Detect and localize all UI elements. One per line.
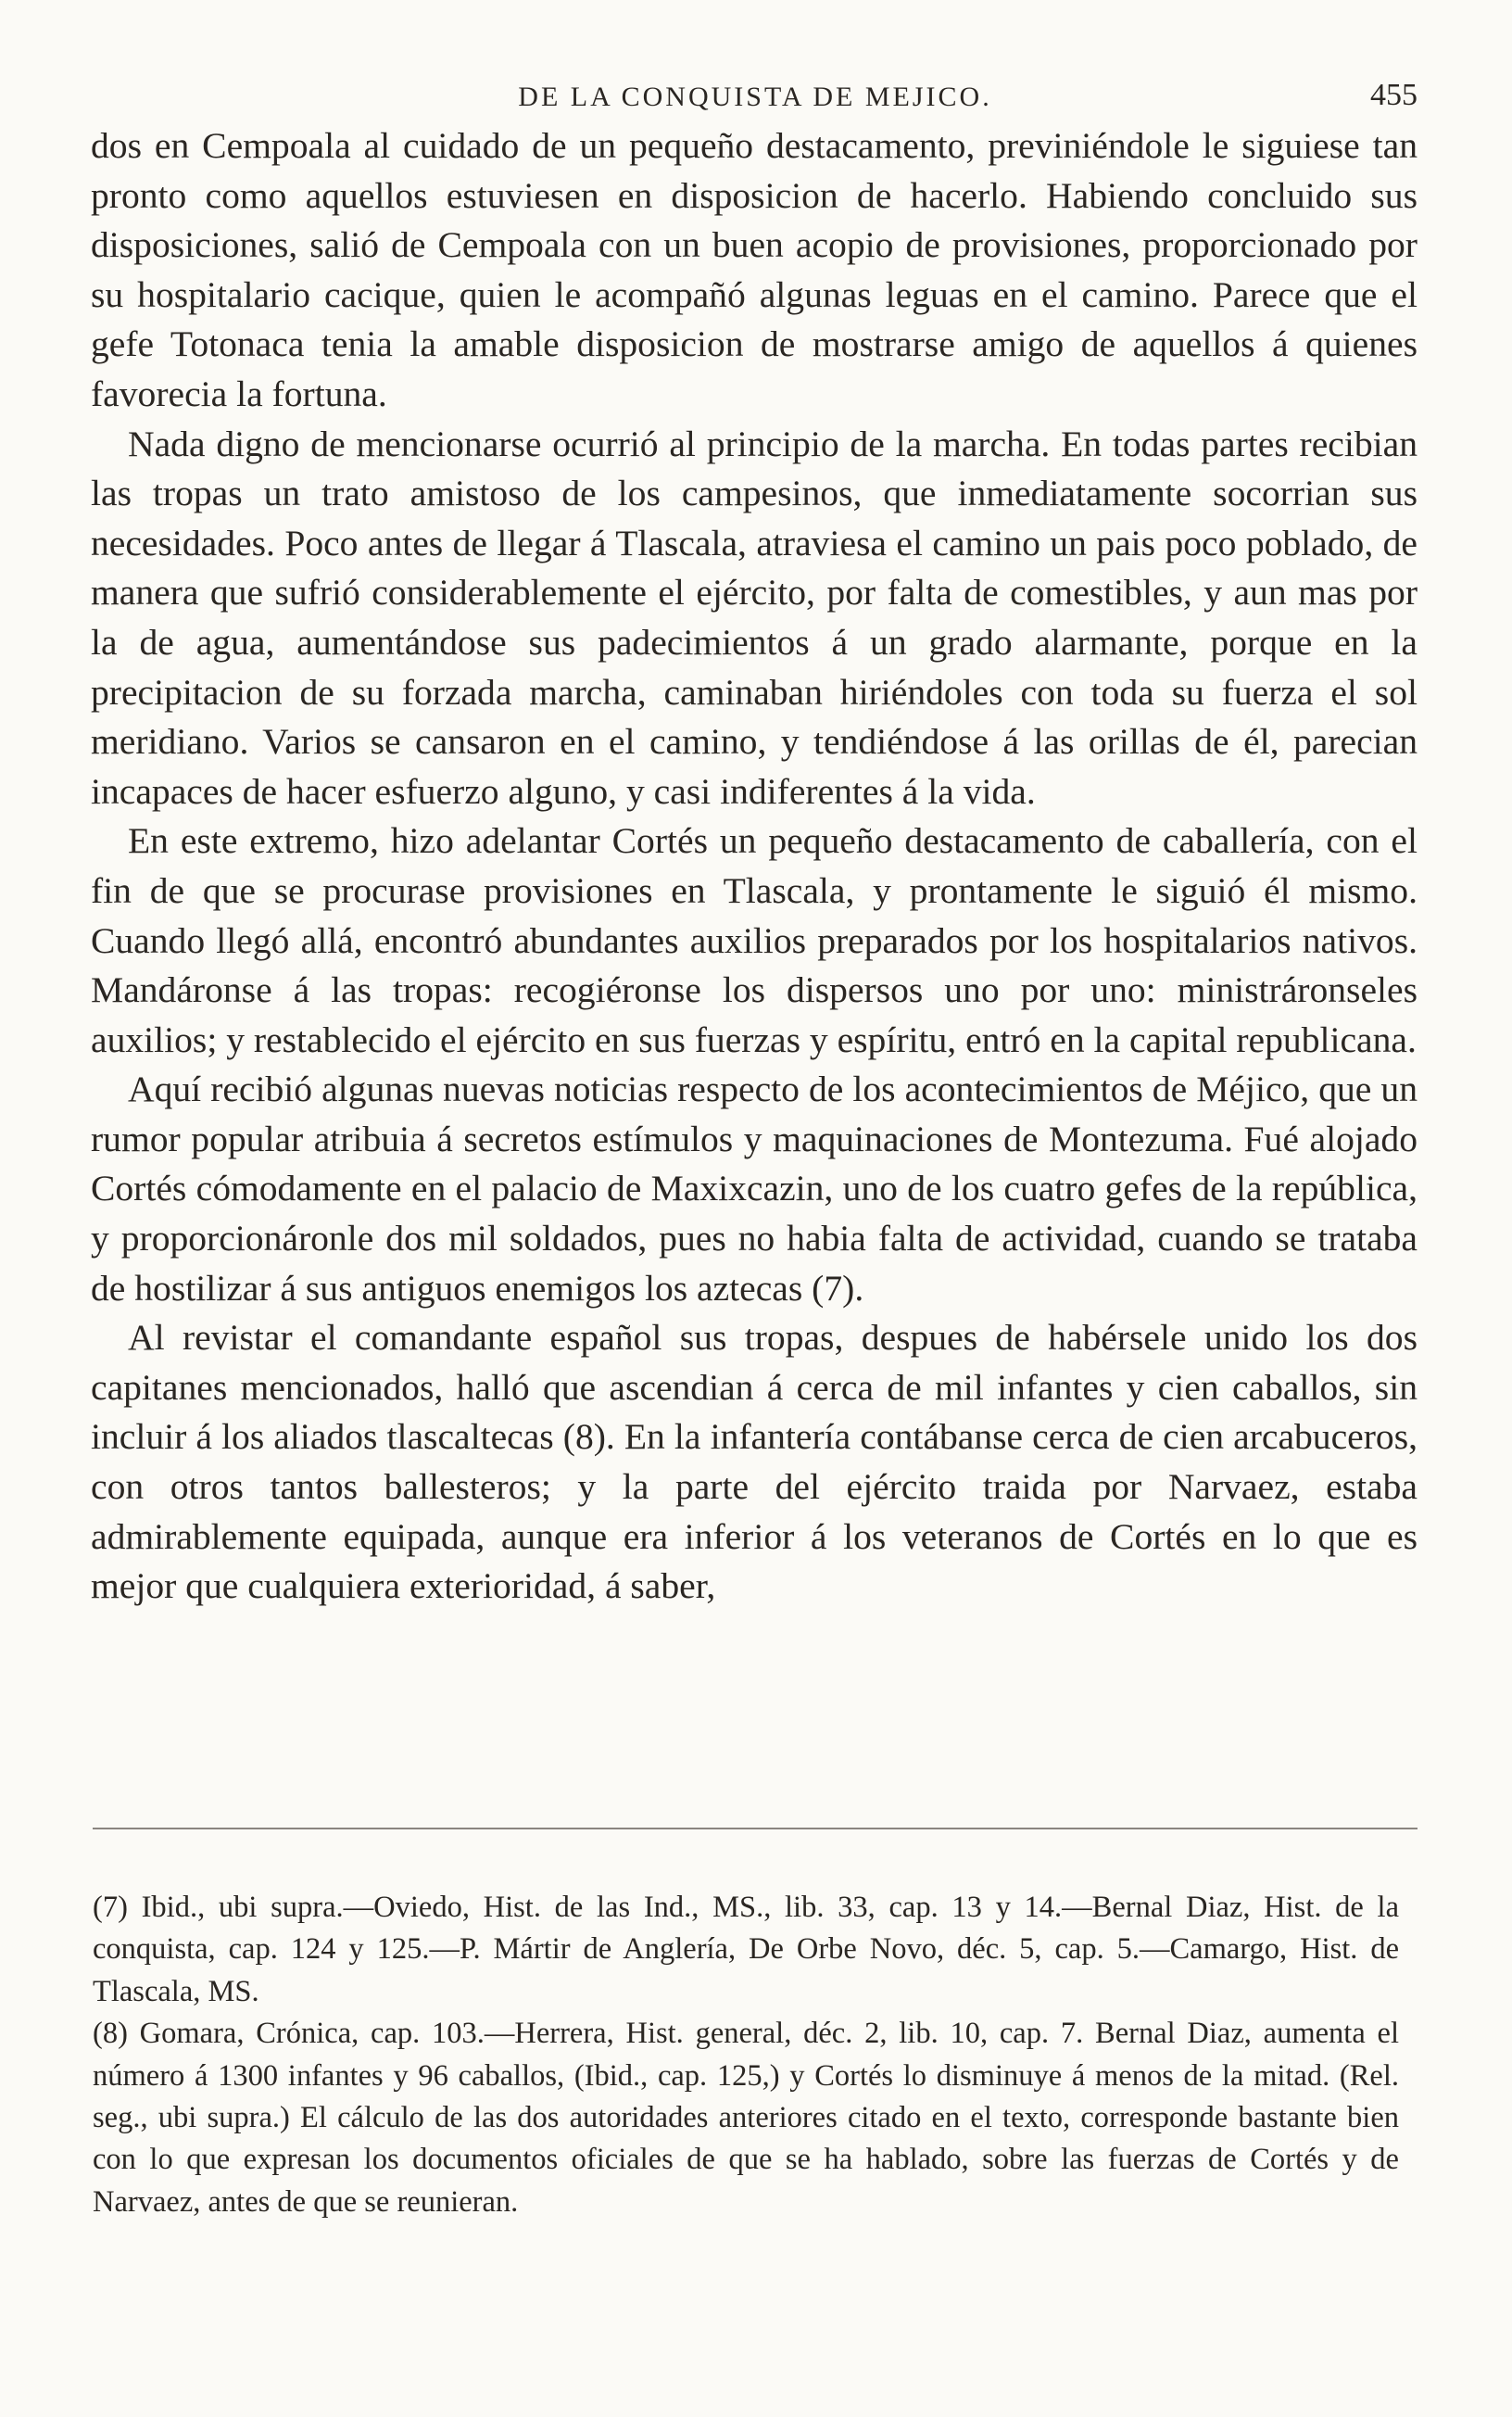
paragraph: Al revistar el comandante español sus tropas, despues de habérsele unido los dos capitanes mencionados, halló que ascendian á cerca de mil infantes y cien caballos, sin incluir á los aliados tlascaltecas (8). En la infantería contábanse cerca de cien arcabuceros, con otros tantos ballesteros; y la parte del ejército traida por Narvaez, estaba admirablemente equipada, aunque era inferior á los veteranos de Cortés en lo que es mejor que cualquiera exterioridad, á saber,	[91, 1317, 1418, 1607]
page-number: 455	[1370, 78, 1418, 112]
footnote-rule	[93, 1828, 1418, 1829]
paragraph: En este extremo, hizo adelantar Cortés un pequeño destacamento de caballería, con el fin de que se procurase provisiones en Tlascala, y prontamente le siguió él mismo. Cuando llegó allá, encontró abundantes auxilios preparados por los hospitalarios nativos. Mandáronse á las tropas: recogiéronse los dispersos uno por uno: ministráronseles auxilios; y restablecido el ejército en sus fuerzas y espíritu, entró en la capital republicana.	[91, 820, 1418, 1060]
footnotes	[93, 1887, 1399, 2223]
footnote: (8) Gomara, Crónica, cap. 103.—Herrera, Hist. general, déc. 2, lib. 10, cap. 7. Bernal Diaz, aumenta el número á 1300 infantes y 96 caballos, (Ibid., cap. 125,) y Cortés lo disminuye á menos de la mitad. (Rel. seg., ubi supra.) El cálculo de las dos autoridades anteriores citado en el texto, corresponde bastante bien con lo que expresan los documentos oficiales de que se ha hablado, sobre las fuerzas de Cortés y de Narvaez, antes de que se reunieran.	[93, 2017, 1399, 2219]
footnote: (7) Ibid., ubi supra.—Oviedo, Hist. de las Ind., MS., lib. 33, cap. 13 y 14.—Bernal Diaz, Hist. de la conquista, cap. 124 y 125.—P. Mártir de Anglería, De Orbe Novo, déc. 5, cap. 5.—Camargo, Hist. de Tlascala, MS.	[93, 1891, 1399, 2008]
paragraph: Nada digno de mencionarse ocurrió al principio de la marcha. En todas partes recibian las tropas un trato amistoso de los campesinos, que inmediatamente socorrian sus necesidades. Poco antes de llegar á Tlascala, atraviesa el camino un pais poco poblado, de manera que sufrió considerablemente el ejército, por falta de comestibles, y aun mas por la de agua, aumentándose sus padecimientos á un grado alarmante, porque en la precipitacion de su forzada marcha, caminaban hiriéndoles con toda su fuerza el sol meridiano. Varios se cansaron en el camino, y tendiéndose á las orillas de él, parecian incapaces de hacer esfuerzo alguno, y casi indiferentes á la vida.	[91, 423, 1418, 812]
paragraph: dos en Cempoala al cuidado de un pequeño destacamento, previniéndole le siguiese tan pronto como aquellos estuviesen en disposicion de hacerlo. Habiendo concluido sus disposiciones, salió de Cempoala con un buen acopio de provisiones, proporcionado por su hospitalario cacique, quien le acompañó algunas leguas en el camino. Parece que el gefe Totonaca tenia la amable disposicion de mostrarse amigo de aquellos á quienes favorecia la fortuna.	[91, 125, 1418, 414]
body-text	[91, 121, 1418, 1612]
running-title: DE LA CONQUISTA DE MEJICO.	[518, 82, 992, 112]
paragraph: Aquí recibió algunas nuevas noticias respecto de los acontecimientos de Méjico, que un rumor popular atribuia á secretos estímulos y maquinaciones de Montezuma. Fué alojado Cortés cómodamente en el palacio de Maxixcazin, uno de los cuatro gefes de la república, y proporcionáronle dos mil soldados, pues no habia falta de actividad, cuando se trataba de hostilizar á sus antiguos enemigos los aztecas (7).	[91, 1069, 1418, 1309]
running-head	[93, 74, 1418, 120]
